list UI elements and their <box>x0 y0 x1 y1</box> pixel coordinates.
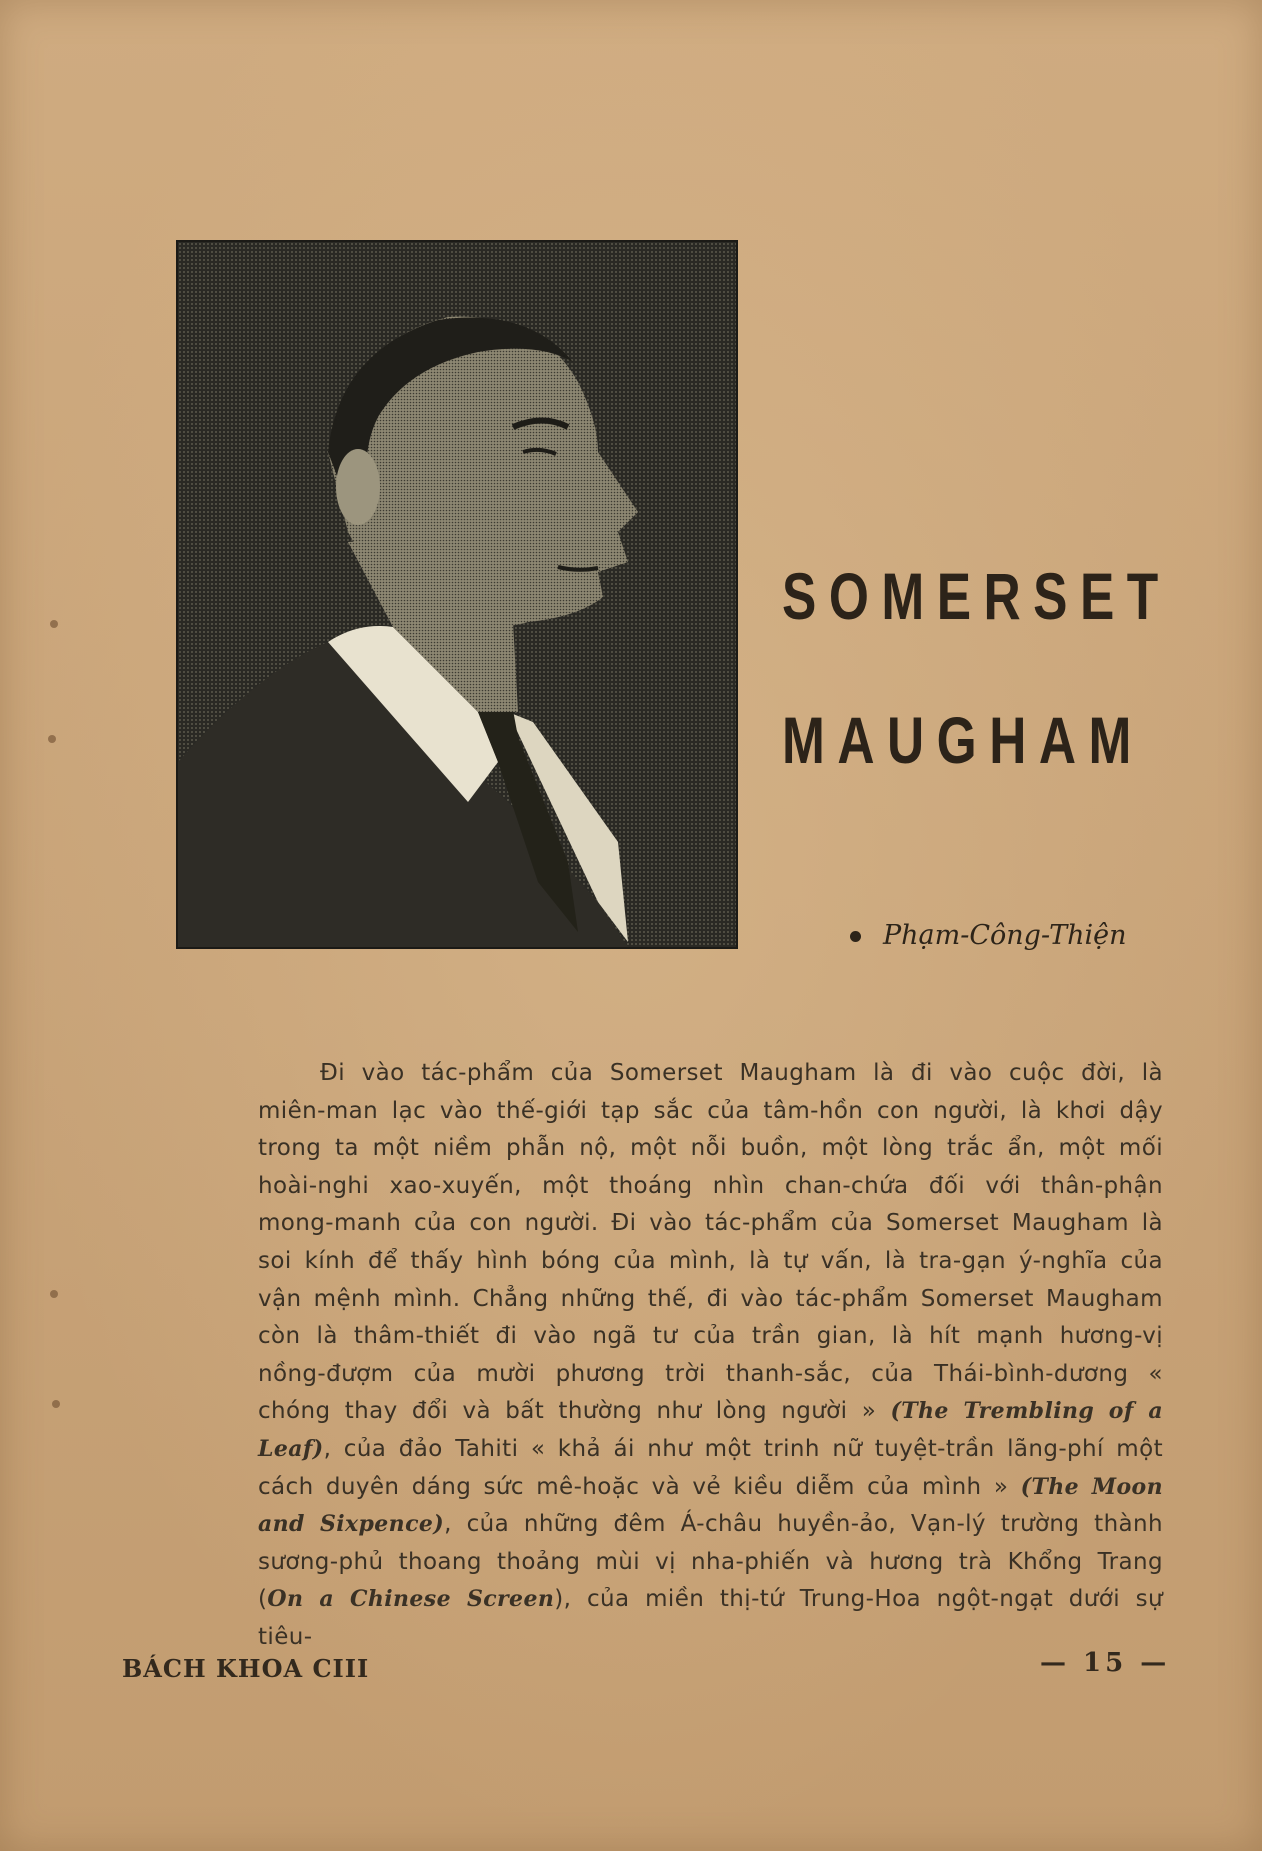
binding-hole <box>50 620 58 628</box>
book-title: (The Trembling of a Leaf) <box>258 1398 1163 1462</box>
body-text-part: Đi vào tác-phẩm của Somerset Maugham là đi vào cuộc đời, là miên-man lạc vào thế-giới tạp sắc của tâm-hồn con người, là khơi dậy trong ta một niềm phẫn nộ, một nỗi buồn, một lòng trắc ẩn, một mối hoài-nghi xao-xuyến, một thoáng nhìn chan-chứa đối với thân-phận mong-manh của con người. Đi vào tác-phẩm của Somerset Maugham là soi kính để thấy hình bóng của mình, là tự vấn, là tra-gạn ý-nghĩa của vận mệnh mình. Chẳng những thế, đi vào tác-phẩm Somerset Maugham còn là thâm-thiết đi vào ngã tư của trần gian, là hít mạnh hương-vị nồng-đượm của mười phương trời thanh-sắc, của Thái-bình-dương « chóng thay đổi và bất thường như lòng người » <box>258 1060 1163 1425</box>
binding-hole <box>50 1290 58 1298</box>
article-body <box>258 1055 1163 1657</box>
article-title-line-2: MAUGHAM <box>782 703 1144 777</box>
byline <box>850 920 1127 951</box>
bullet-icon <box>850 931 861 942</box>
book-title: On a Chinese Screen <box>267 1586 555 1613</box>
body-text-part: ), của miền thị-tứ Trung-Hoa ngột-ngạt dưới sự tiêu- <box>258 1586 1163 1650</box>
author-name: Phạm-Công-Thiện <box>883 920 1127 951</box>
binding-hole <box>52 1400 60 1408</box>
page-number: — 15 — <box>1040 1648 1171 1678</box>
body-text-part: , của đảo Tahiti « khả ái như một trinh nữ tuyệt-trần lãng-phí một cách duyên dáng sức mê-hoặc và vẻ kiều diễm của mình » <box>258 1435 1163 1500</box>
body-text-part: , của những đêm Á-châu huyền-ảo, Vạn-lý trường thành sương-phủ thoang thoảng mùi vị nha-phiến và hương trà Khổng Trang ( <box>258 1511 1164 1613</box>
publication-name: BÁCH KHOA CIII <box>122 1654 370 1683</box>
author-portrait <box>176 240 738 949</box>
book-title: (The Moon and Sixpence) <box>258 1473 1163 1538</box>
article-title-line-1: SOMERSET <box>782 559 1171 633</box>
binding-hole <box>48 735 56 743</box>
